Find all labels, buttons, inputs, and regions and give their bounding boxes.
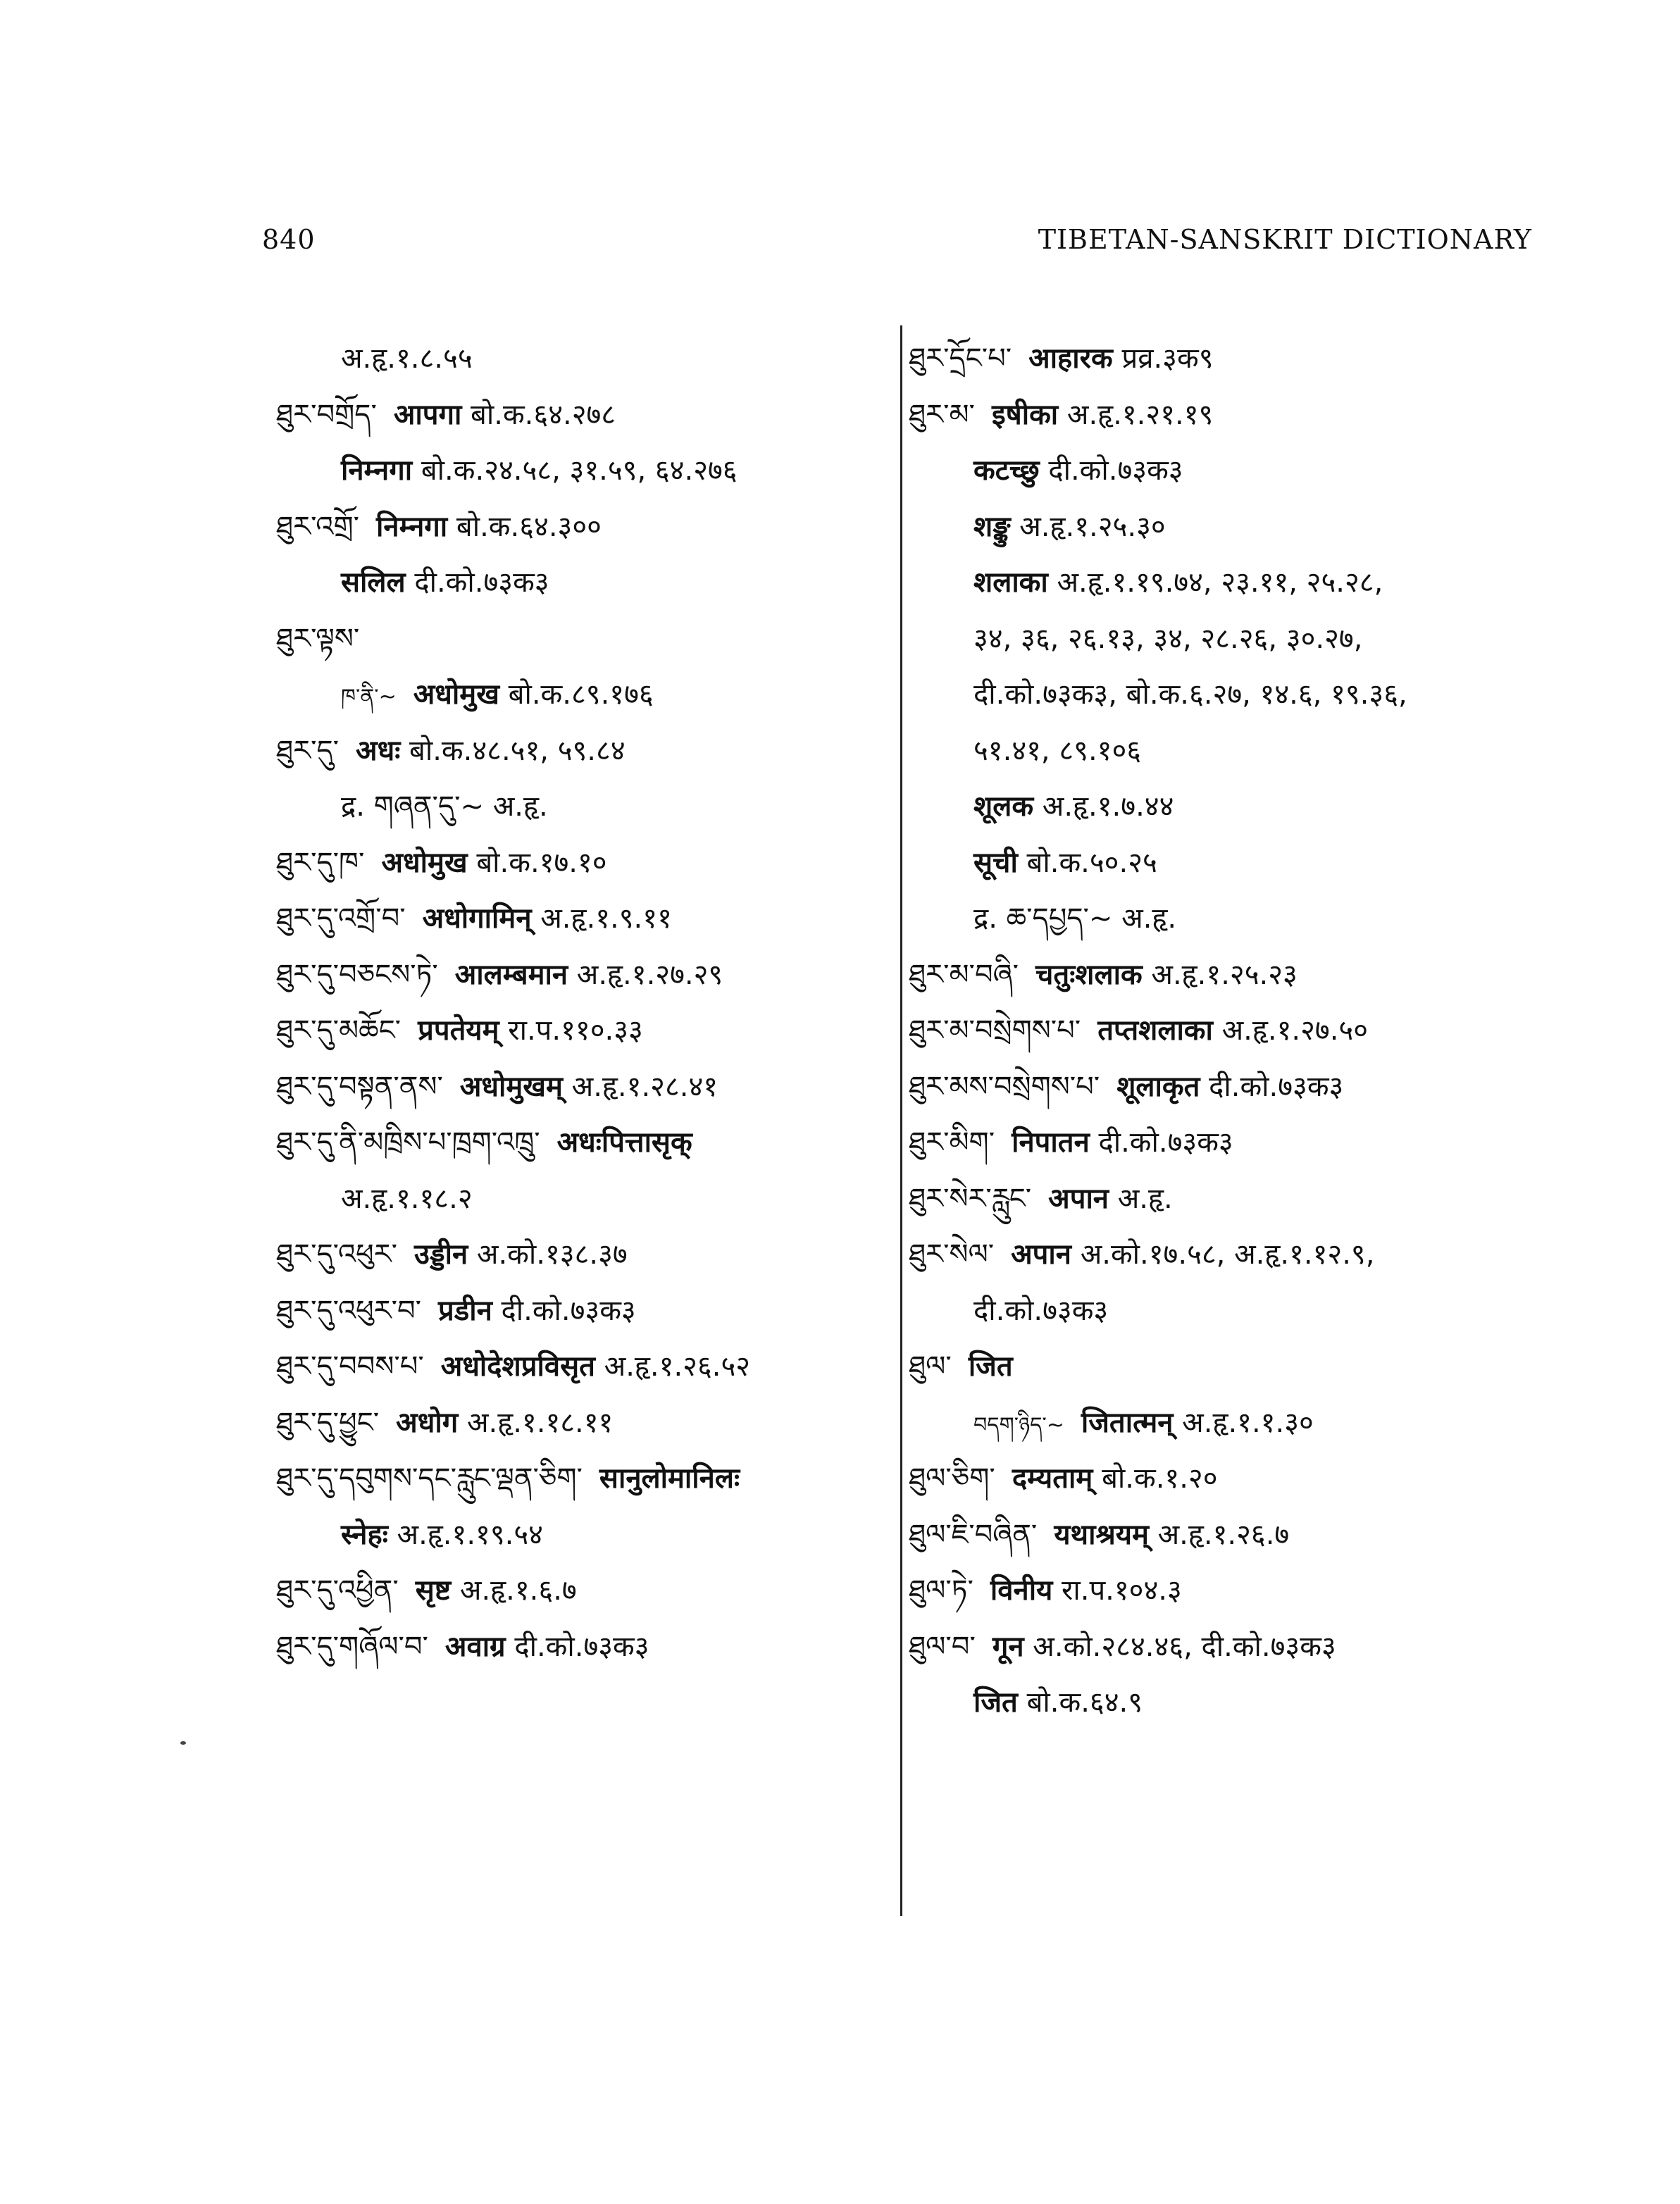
source-reference: अ.हृ.१.२७.२९ xyxy=(576,958,723,991)
tibetan-headword: ཐུལ་ཅིག་ xyxy=(909,1462,995,1495)
source-reference: अ.हृ.१.८.५५ xyxy=(341,342,473,375)
dictionary-entry-line xyxy=(276,667,910,723)
source-reference: अ.हृ.१.७.४४ xyxy=(1042,790,1174,823)
sanskrit-equivalent: सूची xyxy=(973,846,1018,879)
source-reference: बो.क.८९.१७६ xyxy=(508,678,654,711)
tibetan-headword: ཐུར་འགྲོ་ xyxy=(276,510,360,543)
sanskrit-equivalent: सलिल xyxy=(341,566,406,599)
source-reference: दी.को.७३क३ xyxy=(973,1294,1109,1327)
dictionary-entry-line xyxy=(909,1507,1557,1564)
page-number: 840 xyxy=(262,224,316,255)
dictionary-entry-line xyxy=(909,947,1557,1004)
source-reference: अ.हृ.१.२६.५२ xyxy=(604,1350,751,1383)
dictionary-entry-line xyxy=(276,1283,910,1340)
sanskrit-equivalent: सानुलोमानिलः xyxy=(599,1462,740,1495)
dictionary-entry-line xyxy=(909,387,1557,444)
dictionary-entry-line xyxy=(909,723,1557,780)
tibetan-headword: ཐུར་བགྲོད་ xyxy=(276,398,377,431)
tibetan-headword: ཐུར་མ་ xyxy=(909,398,975,431)
sanskrit-equivalent: जित xyxy=(973,1686,1018,1719)
source-reference: रा.प.१०४.३ xyxy=(1062,1574,1182,1607)
sanskrit-equivalent: अधोदेशप्रविसृत xyxy=(440,1350,595,1383)
dictionary-entry-line xyxy=(909,443,1557,499)
sanskrit-equivalent: निम्नगा xyxy=(376,510,448,543)
sanskrit-equivalent: उड्डीन xyxy=(414,1238,468,1271)
source-reference: अ.हृ.१.१८.११ xyxy=(466,1406,614,1439)
dictionary-entry-line xyxy=(276,1171,910,1228)
dictionary-entry-line xyxy=(276,1619,910,1676)
dictionary-entry-line xyxy=(909,891,1557,947)
source-reference: बो.क.५०.२५ xyxy=(1026,846,1157,879)
dictionary-entry-line xyxy=(909,1619,1557,1676)
source-reference: बो.क.१.२० xyxy=(1102,1462,1218,1495)
dictionary-entry-line xyxy=(909,1563,1557,1619)
sanskrit-equivalent: अवाग्र xyxy=(444,1630,506,1663)
sanskrit-equivalent: गून xyxy=(992,1630,1024,1663)
tibetan-headword: ཐུར་དུ་ཁ་ xyxy=(276,846,365,879)
dictionary-entry-line xyxy=(276,1563,910,1619)
sanskrit-equivalent: शलाका xyxy=(973,566,1048,599)
sanskrit-equivalent: इषीका xyxy=(991,398,1059,431)
tibetan-headword: བདག་ཉིད་~ xyxy=(973,1412,1064,1438)
tibetan-headword: ཁ་ནི་~ xyxy=(341,685,397,709)
source-reference: अ.हृ.१.२५.२३ xyxy=(1151,958,1298,991)
dictionary-entry-line xyxy=(909,1395,1557,1452)
source-reference: दी.को.७३क३ xyxy=(1209,1070,1344,1103)
dictionary-entry-line xyxy=(276,1227,910,1283)
dictionary-entry-line xyxy=(909,667,1557,723)
source-reference: अ.हृ.१.१९.७४, २३.११, २५.२८, xyxy=(1057,566,1383,599)
source-reference: अ.हृ.१.१८.२ xyxy=(341,1182,473,1215)
sanskrit-equivalent: अपान xyxy=(1048,1182,1109,1215)
sanskrit-equivalent: आलम्बमान xyxy=(454,958,568,991)
tibetan-headword: ཐུལ་ཇི་བཞིན་ xyxy=(909,1518,1038,1551)
dictionary-entry-line xyxy=(909,555,1557,611)
dictionary-entry-line xyxy=(276,499,910,556)
source-reference: बो.क.१७.१० xyxy=(476,846,607,879)
sanskrit-equivalent: अधोमुख xyxy=(381,846,468,879)
sanskrit-equivalent: शूलक xyxy=(973,790,1034,823)
sanskrit-equivalent: अधः xyxy=(356,734,401,767)
sanskrit-equivalent: आपगा xyxy=(393,398,462,431)
tibetan-headword: ཐུར་མ་བསྲེགས་པ་ xyxy=(909,1014,1081,1047)
tibetan-headword: ཐུལ་ཏེ་ xyxy=(909,1574,973,1607)
source-reference: ३४, ३६, २६.१३, ३४, २८.२६, ३०.२७, xyxy=(973,622,1363,655)
source-reference: बो.क.६४.३०० xyxy=(456,510,602,543)
dictionary-entry-line xyxy=(276,1451,910,1507)
source-reference: बो.क.२४.५८, ३१.५९, ६४.२७६ xyxy=(421,454,738,487)
tibetan-headword: ཐུར་སེར་རླུང་ xyxy=(909,1182,1032,1215)
dictionary-entry-line xyxy=(276,835,910,892)
dictionary-entry-line xyxy=(276,779,910,835)
source-reference: अ.हृ. xyxy=(1117,1182,1173,1215)
sanskrit-equivalent: शङ्कु xyxy=(973,510,1011,543)
source-reference: दी.को.७३क३ xyxy=(501,1294,636,1327)
source-reference: अ.हृ.१.२६.७ xyxy=(1157,1518,1290,1551)
dictionary-entry-line xyxy=(909,835,1557,892)
tibetan-headword: ཐུར་དུ་འཕྱིན་ xyxy=(276,1574,399,1607)
source-reference: प्रव्र.३क९ xyxy=(1121,342,1214,375)
dictionary-entry-line xyxy=(276,331,910,387)
tibetan-headword: ཐུར་དུ་ནི་མཁྲིས་པ་ཁྲག་འཁྲུ་ xyxy=(276,1126,540,1159)
tibetan-headword: ཐུར་དུ་འཕུར་ xyxy=(276,1238,397,1271)
source-reference: अ.हृ.१.१९.५४ xyxy=(397,1518,543,1551)
dictionary-entry-line xyxy=(276,443,910,499)
dictionary-entry-line xyxy=(909,611,1557,668)
sanskrit-equivalent: अधोगामिन् xyxy=(422,902,532,935)
dictionary-entry-line xyxy=(909,1339,1557,1395)
tibetan-headword: ཐུར་དུ་བསྟན་ནས་ xyxy=(276,1070,443,1103)
sanskrit-equivalent: अधोग xyxy=(396,1406,459,1439)
source-reference: अ.हृ.१.२१.१९ xyxy=(1066,398,1214,431)
dictionary-entry-line xyxy=(909,1675,1557,1731)
sanskrit-equivalent: चतुःशलाक xyxy=(1035,958,1143,991)
tibetan-headword: ཐུར་མ་བཞི་ xyxy=(909,958,1019,991)
source-reference: बो.क.४८.५१, ५९.८४ xyxy=(409,734,626,767)
tibetan-headword: ཐུར་དུ་བཅངས་ཏེ་ xyxy=(276,958,438,991)
source-reference: अ.को.२८४.४६, दी.को.७३क३ xyxy=(1033,1630,1336,1663)
source-reference: दी.को.७३क३ xyxy=(1098,1126,1233,1159)
running-title: TIBETAN-SANSKRIT DICTIONARY xyxy=(1038,224,1532,255)
dictionary-entry-line xyxy=(909,1059,1557,1116)
sanskrit-equivalent: प्रपतेयम् xyxy=(418,1014,499,1047)
tibetan-headword: ཐུལ་ xyxy=(909,1350,952,1383)
dictionary-entry-line xyxy=(909,1227,1557,1283)
sanskrit-equivalent: सृष्ट xyxy=(415,1574,452,1607)
source-reference: द्र. གཞན་དུ་~ अ.हृ. xyxy=(341,790,548,823)
source-reference: दी.को.७३क३ xyxy=(514,1630,649,1663)
dictionary-entry-line xyxy=(909,1003,1557,1059)
sanskrit-equivalent: निम्नगा xyxy=(341,454,413,487)
sanskrit-equivalent: जितात्मन् xyxy=(1081,1406,1174,1439)
dictionary-entry-line xyxy=(276,1115,910,1171)
dictionary-entry-line xyxy=(276,1339,910,1395)
sanskrit-equivalent: दम्यताम् xyxy=(1012,1462,1093,1495)
source-reference: अ.को.१३८.३७ xyxy=(476,1238,628,1271)
tibetan-headword: ཐུར་སེལ་ xyxy=(909,1238,995,1271)
scan-speck xyxy=(180,1741,186,1745)
source-reference: दी.को.७३क३ xyxy=(1048,454,1183,487)
source-reference: अ.हृ.१.२७.५० xyxy=(1221,1014,1369,1047)
dictionary-entry-line xyxy=(909,1171,1557,1228)
tibetan-headword: ཐུར་མིག་ xyxy=(909,1126,995,1159)
source-reference: अ.हृ.१.२५.३० xyxy=(1019,510,1166,543)
dictionary-entry-line xyxy=(276,1395,910,1452)
sanskrit-equivalent: अधःपित्तासृक् xyxy=(556,1126,692,1159)
dictionary-entry-line xyxy=(276,891,910,947)
dictionary-entry-line xyxy=(276,611,910,668)
dictionary-entry-line xyxy=(276,1003,910,1059)
tibetan-headword: ཐུར་དུ་བབས་པ་ xyxy=(276,1350,424,1383)
source-reference: अ.हृ.१.२८.४१ xyxy=(571,1070,718,1103)
dictionary-entry-line xyxy=(909,331,1557,387)
sanskrit-equivalent: आहारक xyxy=(1028,342,1113,375)
source-reference: बो.क.६४.९ xyxy=(1026,1686,1143,1719)
source-reference: द्र. ཆ་དཔྱད་~ अ.हृ. xyxy=(973,902,1177,935)
dictionary-entry-line xyxy=(276,387,910,444)
sanskrit-equivalent: विनीय xyxy=(990,1574,1053,1607)
source-reference: रा.प.११०.३३ xyxy=(508,1014,643,1047)
dictionary-entry-line xyxy=(276,947,910,1004)
dictionary-entry-line xyxy=(276,1507,910,1564)
dictionary-entry-line xyxy=(909,499,1557,556)
left-column xyxy=(276,331,910,1675)
sanskrit-equivalent: तप्तशलाका xyxy=(1097,1014,1213,1047)
dictionary-entry-line xyxy=(909,1283,1557,1340)
right-column xyxy=(909,331,1557,1731)
source-reference: बो.क.६४.२७८ xyxy=(471,398,616,431)
source-reference: अ.हृ.१.९.११ xyxy=(540,902,672,935)
dictionary-entry-line xyxy=(909,1451,1557,1507)
sanskrit-equivalent: अपान xyxy=(1011,1238,1071,1271)
dictionary-entry-line xyxy=(909,779,1557,835)
tibetan-headword: ཐུར་དུ་ཕྱུང་ xyxy=(276,1406,380,1439)
tibetan-headword: ཐུར་མས་བསྲེགས་པ་ xyxy=(909,1070,1100,1103)
sanskrit-equivalent: अधोमुख xyxy=(413,678,499,711)
tibetan-headword: ཐུར་དུ་འགྲོ་བ་ xyxy=(276,902,406,935)
dictionary-entry-line xyxy=(909,1115,1557,1171)
dictionary-entry-line xyxy=(276,555,910,611)
source-reference: अ.को.१७.५८, अ.हृ.१.१२.९, xyxy=(1080,1238,1375,1271)
column-divider xyxy=(900,325,902,1916)
tibetan-headword: ཐུར་ལྟས་ xyxy=(276,622,360,655)
tibetan-headword: ཐུར་དུ་གཞོལ་བ་ xyxy=(276,1630,428,1663)
source-reference: दी.को.७३क३ xyxy=(414,566,549,599)
sanskrit-equivalent: अधोमुखम् xyxy=(459,1070,563,1103)
tibetan-headword: ཐུར་དུ་འཕུར་བ་ xyxy=(276,1294,422,1327)
source-reference: दी.को.७३क३, बो.क.६.२७, १४.६, १९.३६, xyxy=(973,678,1407,711)
sanskrit-equivalent: यथाश्रयम् xyxy=(1054,1518,1149,1551)
source-reference: अ.हृ.१.१.३० xyxy=(1182,1406,1314,1439)
sanskrit-equivalent: निपातन xyxy=(1012,1126,1090,1159)
dictionary-entry-line xyxy=(276,1059,910,1116)
sanskrit-equivalent: जित xyxy=(968,1350,1013,1383)
sanskrit-equivalent: प्रडीन xyxy=(438,1294,492,1327)
source-reference: अ.हृ.१.६.७ xyxy=(459,1574,577,1607)
sanskrit-equivalent: कटच्छु xyxy=(973,454,1040,487)
tibetan-headword: ཐུལ་བ་ xyxy=(909,1630,976,1663)
dictionary-entry-line xyxy=(276,723,910,780)
tibetan-headword: ཐུར་དུ་ xyxy=(276,734,340,767)
tibetan-headword: ཐུར་དུ་མཆོང་ xyxy=(276,1014,402,1047)
sanskrit-equivalent: शूलाकृत xyxy=(1116,1070,1200,1103)
tibetan-headword: ཐུར་དུ་དབུགས་དང་རླུང་ལྡན་ཅིག་ xyxy=(276,1462,583,1495)
tibetan-headword: ཐུར་དྲོང་པ་ xyxy=(909,342,1012,375)
source-reference: ५१.४१, ८९.१०६ xyxy=(973,734,1142,767)
sanskrit-equivalent: स्नेहः xyxy=(341,1518,388,1551)
